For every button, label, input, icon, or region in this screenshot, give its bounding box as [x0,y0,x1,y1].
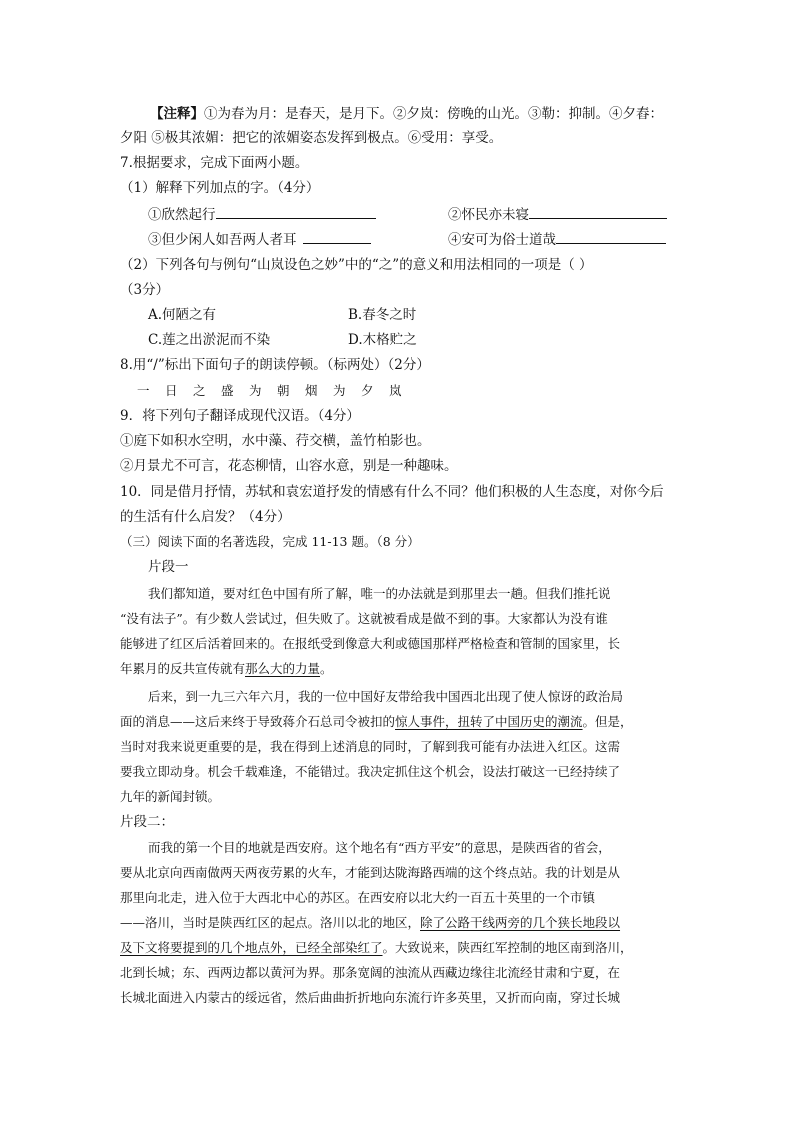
underlined-phrase: 惊人事件，扭转了中国历史的潮流 [395,714,583,729]
note-line-2: 夕阳 ⑤极其浓媚：把它的浓媚姿态发挥到极点。⑥受用：享受。 [120,130,503,146]
para3-line4: ——洛川，当时是陕西红区的起点。洛川以北的地区，除了公路干线两旁的几个狭长地段以 [120,915,621,930]
fragment-1-label: 片段一 [148,559,189,575]
q9-sentence-1: ①庭下如积水空明，水中藻、荇交横，盖竹柏影也。 [120,433,431,449]
q9-sentence-2: ②月景尤不可言，花态柳情，山容水意，别是一种趣味。 [120,458,458,474]
para3-line3: 那里向北走，进入位于大西北中心的苏区。在西安府以北大约一百五十英里的一个市镇 [120,890,596,905]
q7-item-3: ③但少闲人如吾两人者耳 [148,229,371,250]
q7-item-4: ④安可为俗士道哉 [448,229,666,250]
answer-blank[interactable] [216,204,376,219]
note-line-1 [150,104,663,124]
q7-sub2-line2: （3分） [120,282,170,298]
para3-line5: 及下文将要提到的几个地点外，已经全部染红了。大致说来，陕西红军控制的地区南到洛川， [120,940,633,955]
section3-title: （三）阅读下面的名著选段，完成 11-13 题。（8 分） [120,534,420,549]
para1-line2: “没有法子”。有少数人尝试过，但失败了。这就被看成是做不到的事。大家都认为没有谁 [120,611,608,626]
q10-line-1: 10．同是借月抒情，苏轼和袁宏道抒发的情感有什么不同？他们积极的人生态度，对你今后 [120,484,664,500]
answer-blank[interactable] [529,204,667,219]
q7-sub1: （1）解释下列加点的字。（4分） [120,180,320,196]
para3-line1: 而我的第一个目的地就是西安府。这个地名有“西方平安”的意思，是陕西省的省会， [148,840,611,855]
underlined-phrase: 及下文将要提到的几个地点外，已经全部染红了 [120,940,383,955]
para2-line2: 面的消息——这后来终于导致蒋介石总司令被扣的惊人事件，扭转了中国历史的潮流。但是， [120,714,633,729]
para2-line3: 当时对我来说更重要的是，我在得到上述消息的同时，了解到我可能有办法进入红区。这需 [120,739,621,754]
q7-item-1: ①欣然起行 [148,204,376,225]
q7-title: 7.根据要求，完成下面两小题。 [120,155,309,171]
q7-option-b: B.春冬之时 [348,307,417,323]
para2-line4: 要我立即动身。机会千载难逢，不能错过。我决定抓住这个机会，设法打破这一已经持续了 [120,764,621,779]
para1-line1: 我们都知道，要对红色中国有所了解，唯一的办法就是到那里去一趟。但我们推托说 [148,586,611,601]
fragment-2-label: 片段二： [120,814,174,830]
note-text-1: ①为春为月：是春天，是月下。②夕岚：傍晚的山光。③勒：抑制。④夕舂： [204,106,663,122]
q8-sentence: 一日之盛为朝烟为夕岚 [137,383,418,398]
para1-line4: 年累月的反共宣传就有那么大的力量。 [120,661,333,676]
q10-line-2: 的生活有什么启发？（4分） [120,509,291,525]
para2-line1: 后来，到一九三六年六月，我的一位中国好友带给我中国西北出现了使人惊讶的政治局 [148,689,624,704]
note-label: 【注释】 [150,106,204,122]
para1-line3: 能够进了红区后活着回来的。在报纸受到像意大利或德国那样严格检查和管制的国家里，长 [120,636,621,651]
q7-item-2: ②怀民亦未寝 [448,204,667,225]
underlined-phrase: 那么大的力量 [245,661,321,676]
para3-line6: 北到长城；东、西两边都以黄河为界。那条宽阔的浊流从西藏边缘往北流经甘肃和宁夏，在 [120,965,621,980]
q8-title: 8.用“/”标出下面句子的朗读停顿。（标两处）（2分） [120,357,430,373]
para3-line7: 长城北面进入内蒙古的绥远省，然后曲曲折折地向东流行许多英里，又折而向南，穿过长城 [120,990,621,1005]
answer-blank[interactable] [556,229,666,244]
q7-sub2-line1: （2）下列各句与例句“山岚设色之妙”中的“之”的意义和用法相同的一项是（ ） [120,257,593,273]
q7-option-d: D.木格贮之 [348,332,417,348]
q7-option-a: A.何陋之有 [148,307,217,323]
para2-line5: 九年的新闻封锁。 [120,789,221,804]
answer-blank[interactable] [303,229,371,244]
para3-line2: 要从北京向西南做两天两夜劳累的火车，才能到达陇海路西端的这个终点站。我的计划是从 [120,865,621,880]
q7-option-c: C.莲之出淤泥而不染 [148,332,271,348]
underlined-phrase: 除了公路干线两旁的几个狭长地段以 [420,915,621,930]
q9-title: 9．将下列句子翻译成现代汉语。（4分） [120,408,360,424]
